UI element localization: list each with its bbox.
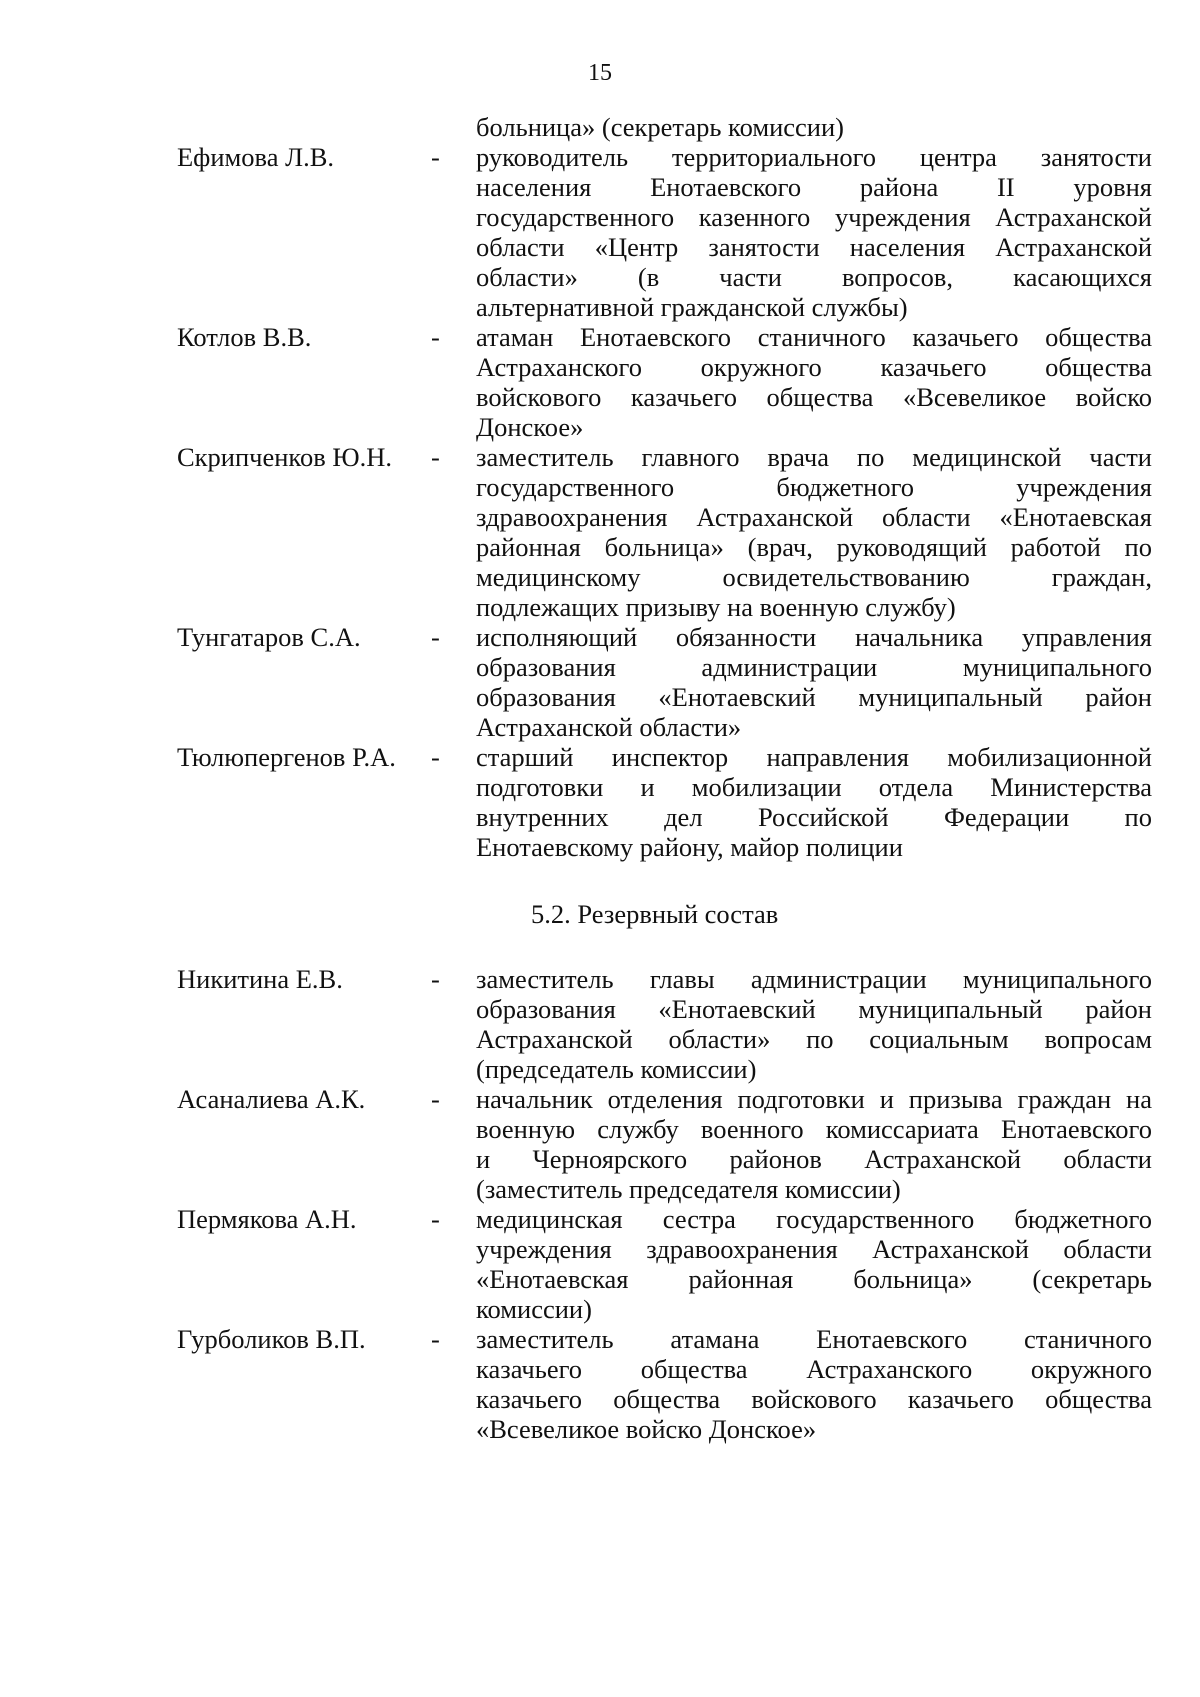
description-line: учреждения здравоохранения Астраханской области (476, 1234, 1152, 1264)
description-line: казачьего общества войскового казачьего общества (476, 1384, 1152, 1414)
continuation-description (476, 112, 1152, 142)
member-dash: - (431, 142, 440, 172)
description-line: Астраханской области» (476, 712, 742, 742)
member-name: Пермякова А.Н. (177, 1204, 357, 1234)
member-description (476, 142, 1152, 322)
description-line: «Всевеликое войско Донское» (476, 1414, 817, 1444)
description-line: (заместитель председателя комиссии) (476, 1174, 901, 1204)
member-description (476, 322, 1152, 442)
member-description (476, 1204, 1152, 1324)
member-name: Гурболиков В.П. (177, 1324, 366, 1354)
member-description (476, 1084, 1152, 1204)
member-dash: - (431, 1204, 440, 1234)
description-line: казачьего общества Астраханского окружного (476, 1354, 1152, 1384)
member-name: Скрипченков Ю.Н. (177, 442, 392, 472)
description-line: комиссии) (476, 1294, 592, 1324)
page-number: 15 (588, 60, 612, 86)
member-dash: - (431, 742, 440, 772)
member-entry (0, 1204, 1200, 1324)
member-dash: - (431, 964, 440, 994)
description-line: (председатель комиссии) (476, 1054, 757, 1084)
description-line: Енотаевскому району, майор полиции (476, 832, 903, 862)
main-members-list (0, 142, 1200, 862)
member-name: Ефимова Л.В. (177, 142, 335, 172)
member-dash: - (431, 1084, 440, 1114)
member-description (476, 1324, 1152, 1444)
member-dash: - (431, 442, 440, 472)
description-line: образования «Енотаевский муниципальный район (476, 682, 1152, 712)
description-line: медицинскому освидетельствованию граждан, (476, 562, 1152, 592)
description-line: начальник отделения подготовки и призыва граждан на (476, 1084, 1152, 1114)
member-entry (0, 964, 1200, 1084)
description-line: и Черноярского районов Астраханской области (476, 1144, 1152, 1174)
member-dash: - (431, 622, 440, 652)
description-line: больница» (секретарь комиссии) (476, 112, 844, 142)
description-line: заместитель главы администрации муниципального (476, 964, 1152, 994)
description-line: районная больница» (врач, руководящий работой по (476, 532, 1152, 562)
description-line: заместитель атамана Енотаевского станичного (476, 1324, 1152, 1354)
member-entry (0, 442, 1200, 622)
description-line: альтернативной гражданской службы) (476, 292, 908, 322)
section-title: 5.2. Резервный состав (531, 899, 779, 929)
description-line: Астраханской области» по социальным вопросам (476, 1024, 1152, 1054)
description-line: внутренних дел Российской Федерации по (476, 802, 1152, 832)
description-line: медицинская сестра государственного бюджетного (476, 1204, 1152, 1234)
member-entry (0, 622, 1200, 742)
member-description (476, 964, 1152, 1084)
description-line: подготовки и мобилизации отдела Министерства (476, 772, 1152, 802)
description-line: населения Енотаевского района II уровня (476, 172, 1152, 202)
member-description (476, 442, 1152, 622)
description-line: Донское» (476, 412, 584, 442)
description-line: руководитель территориального центра занятости (476, 142, 1152, 172)
description-line: старший инспектор направления мобилизационной (476, 742, 1152, 772)
description-line: заместитель главного врача по медицинской части (476, 442, 1152, 472)
description-line: образования администрации муниципального (476, 652, 1152, 682)
description-line: атаман Енотаевского станичного казачьего общества (476, 322, 1152, 352)
description-line: военную службу военного комиссариата Енотаевского (476, 1114, 1152, 1144)
member-name: Никитина Е.В. (177, 964, 343, 994)
member-description (476, 742, 1152, 862)
reserve-members-list (0, 964, 1200, 1444)
member-entry (0, 742, 1200, 862)
description-line: государственного казенного учреждения Астраханской (476, 202, 1152, 232)
member-name: Тунгатаров С.А. (177, 622, 361, 652)
member-entry (0, 322, 1200, 442)
member-description (476, 622, 1152, 742)
member-entry (0, 1084, 1200, 1204)
description-line: здравоохранения Астраханской области «Енотаевская (476, 502, 1152, 532)
member-name: Котлов В.В. (177, 322, 312, 352)
member-entry (0, 1324, 1200, 1444)
continuation-text (0, 112, 1200, 142)
description-line: «Енотаевская районная больница» (секретарь (476, 1264, 1152, 1294)
description-line: исполняющий обязанности начальника управления (476, 622, 1152, 652)
description-line: области» (в части вопросов, касающихся (476, 262, 1152, 292)
member-name: Тюлюпергенов Р.А. (177, 742, 396, 772)
description-line: Астраханского окружного казачьего общества (476, 352, 1152, 382)
member-entry (0, 142, 1200, 322)
member-name: Асаналиева А.К. (177, 1084, 366, 1114)
description-line: подлежащих призыву на военную службу) (476, 592, 956, 622)
document-body (0, 112, 1200, 1444)
member-dash: - (431, 322, 440, 352)
member-dash: - (431, 1324, 440, 1354)
description-line: войскового казачьего общества «Всевеликое войско (476, 382, 1152, 412)
description-line: области «Центр занятости населения Астраханской (476, 232, 1152, 262)
description-line: государственного бюджетного учреждения (476, 472, 1152, 502)
description-line: образования «Енотаевский муниципальный район (476, 994, 1152, 1024)
